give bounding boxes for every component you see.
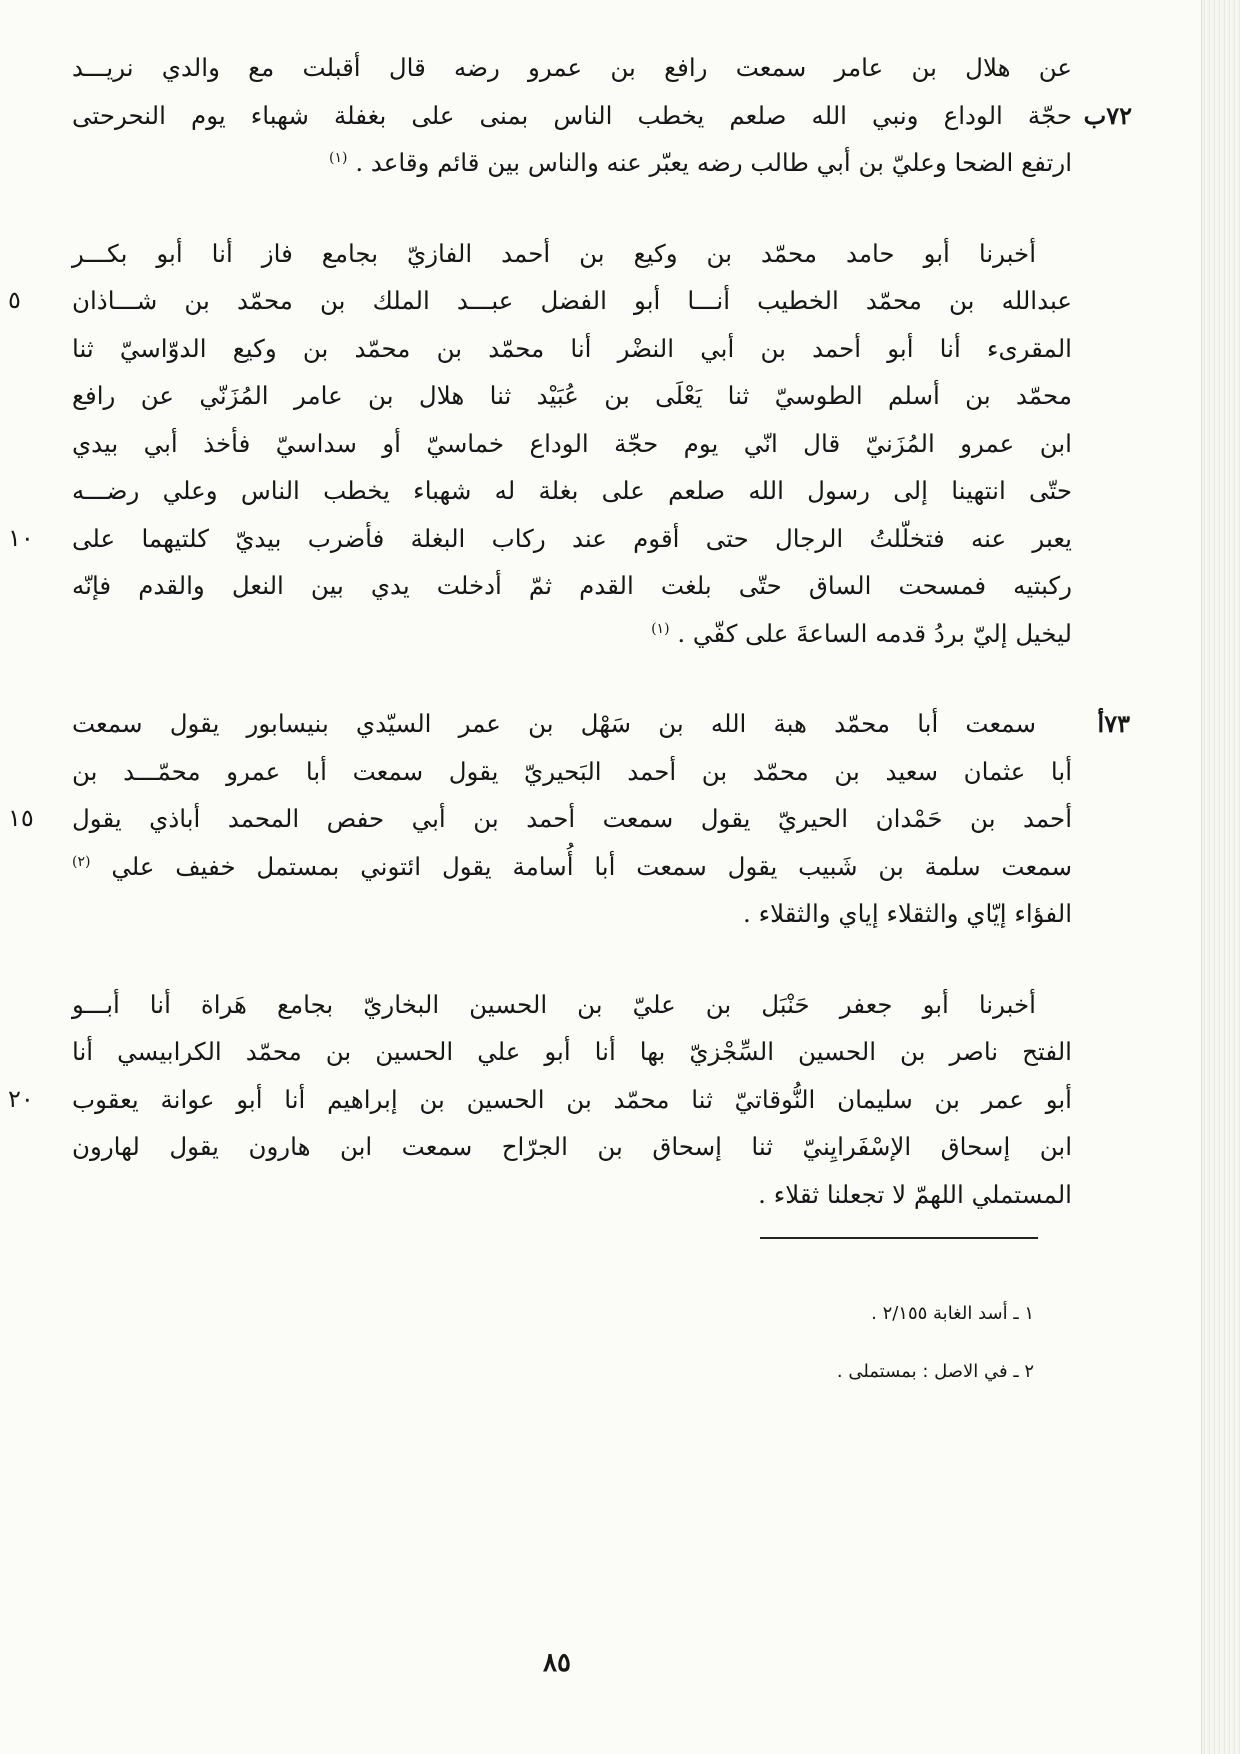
text-line: ركبتيه فمسحت الساق حتّى بلغت القدم ثمّ أدخلت يدي بين النعل والقدم فإنّه xyxy=(72,571,1072,600)
text-line xyxy=(72,610,1072,658)
text-line xyxy=(8,1076,1072,1124)
text-line: ابن إسحاق الإسْفَرايِنيّ ثنا إسحاق بن الجرّاح سمعت ابن هارون يقول لهارون xyxy=(72,1132,1072,1161)
text-line: أخبرنا أبو حامد محمّد بن وكيع بن أحمد الفازيّ بجامع فاز أنا أبو بكـــر xyxy=(72,238,1036,268)
text-line: المقرىء أنا أبو أحمد بن أبي النضْر أنا محمّد بن محمّد بن وكيع الدوّاسيّ ثنا xyxy=(72,333,1072,363)
text-line-content: يعبر عنه فتخلّلتُ الرجال حتى أقوم عند ركاب البغلة فأضرب بيديّ كلتيهما على xyxy=(72,523,1072,553)
page-edge xyxy=(1201,0,1240,1754)
footnote-rule xyxy=(760,1237,1038,1239)
footnote: ٢ ـ في الاصل : بمستملى . xyxy=(836,1361,1034,1382)
footnotes xyxy=(600,1285,1034,1401)
main-text xyxy=(8,44,1132,1218)
text-line-content: ليخيل إليّ بردُ قدمه الساعةَ على كفّي . xyxy=(677,618,1072,648)
text-line xyxy=(8,795,1072,843)
footnote-ref: (١) xyxy=(651,620,670,637)
text-line-content: سمعت سلمة بن شَبيب يقول سمعت أبا أُسامة يقول ائتوني بمستمل خفيف علي xyxy=(111,851,1073,881)
text-line xyxy=(72,700,1130,748)
folio-marker: ٧٢ب xyxy=(1083,100,1132,130)
line-number: ١٠ xyxy=(8,523,34,552)
text-line-content: عبدالله بن محمّد الخطيب أنـــا أبو الفضل عبـــد الملك بن محمّد بن شـــاذان xyxy=(72,286,1072,315)
folio-marker: ٧٣أ xyxy=(1097,709,1130,738)
line-number: ٢٠ xyxy=(8,1084,34,1113)
text-line-content: ارتفع الضحا وعليّ بن أبي طالب رضه يعبّر عنه والناس بين قائم وقاعد . xyxy=(355,148,1072,177)
footnote: ١ ـ أسد الغابة ٢/١٥٥ . xyxy=(871,1303,1034,1324)
text-line: عن هلال بن عامر سمعت رافع بن عمرو رضه قال أقبلت مع والدي نريـــد xyxy=(72,53,1072,82)
text-line xyxy=(72,843,1072,891)
text-line: الفؤاء إيّاي والثقلاء إياي والثقلاء . xyxy=(743,899,1072,928)
text-line: ابن عمرو المُزَنيّ قال انّي يوم حجّة الوداع خماسيّ أو سداسيّ فأخذ أبي بيدي xyxy=(72,428,1072,458)
text-line: حتّى انتهينا إلى رسول الله صلعم على بغلة له شهباء يخطب الناس وعلي رضـــه xyxy=(72,476,1072,505)
paragraph xyxy=(8,981,1072,1219)
text-line xyxy=(8,515,1072,563)
footnote-ref: (١) xyxy=(329,149,348,166)
text-line xyxy=(72,139,1072,187)
page-number: ٨٥ xyxy=(543,1648,571,1678)
text-line-content: أحمد بن حَمْدان الحيريّ يقول سمعت أحمد بن أبي حفص المحمد أباذي يقول xyxy=(72,804,1072,833)
line-number: ١٥ xyxy=(8,804,34,832)
line-number: ٥ xyxy=(8,286,21,314)
paragraph xyxy=(72,44,1132,187)
text-line-content: سمعت أبا محمّد هبة الله بن سَهْل بن عمر السيّدي بنيسابور يقول سمعت xyxy=(72,709,1036,738)
text-line: أبا عثمان سعيد بن محمّد بن أحمد البَحيريّ يقول سمعت أبا عمرو محمّـــد بن xyxy=(72,756,1072,786)
text-line xyxy=(72,92,1132,140)
text-line: المستملي اللهمّ لا تجعلنا ثقلاء . xyxy=(758,1179,1072,1209)
text-line xyxy=(8,277,1072,325)
text-line-content: أبو عمر بن سليمان النُّوقاتيّ ثنا محمّد بن الحسين بن إبراهيم أنا أبو عوانة يعقوب xyxy=(72,1084,1072,1114)
text-line: الفتح ناصر بن الحسين السِّجْزيّ بها أنا أبو علي الحسين بن محمّد الكرابيسي أنا xyxy=(72,1037,1072,1066)
text-line: محمّد بن أسلم الطوسيّ ثنا يَعْلَى بن عُبَيْد ثنا هلال بن عامر المُزَنّي عن رافع xyxy=(72,381,1072,410)
footnote-ref: (٢) xyxy=(72,853,91,870)
text-line: أخبرنا أبو جعفر حَنْبَل بن عليّ بن الحسين البخاريّ بجامع هَراة أنا أبـــو xyxy=(72,989,1036,1019)
paragraph xyxy=(8,700,1130,938)
text-line-content: حجّة الوداع ونبي الله صلعم يخطب الناس بمنى على بغفلة شهباء يوم النحرحتى xyxy=(72,100,1072,130)
paragraph xyxy=(8,230,1072,658)
